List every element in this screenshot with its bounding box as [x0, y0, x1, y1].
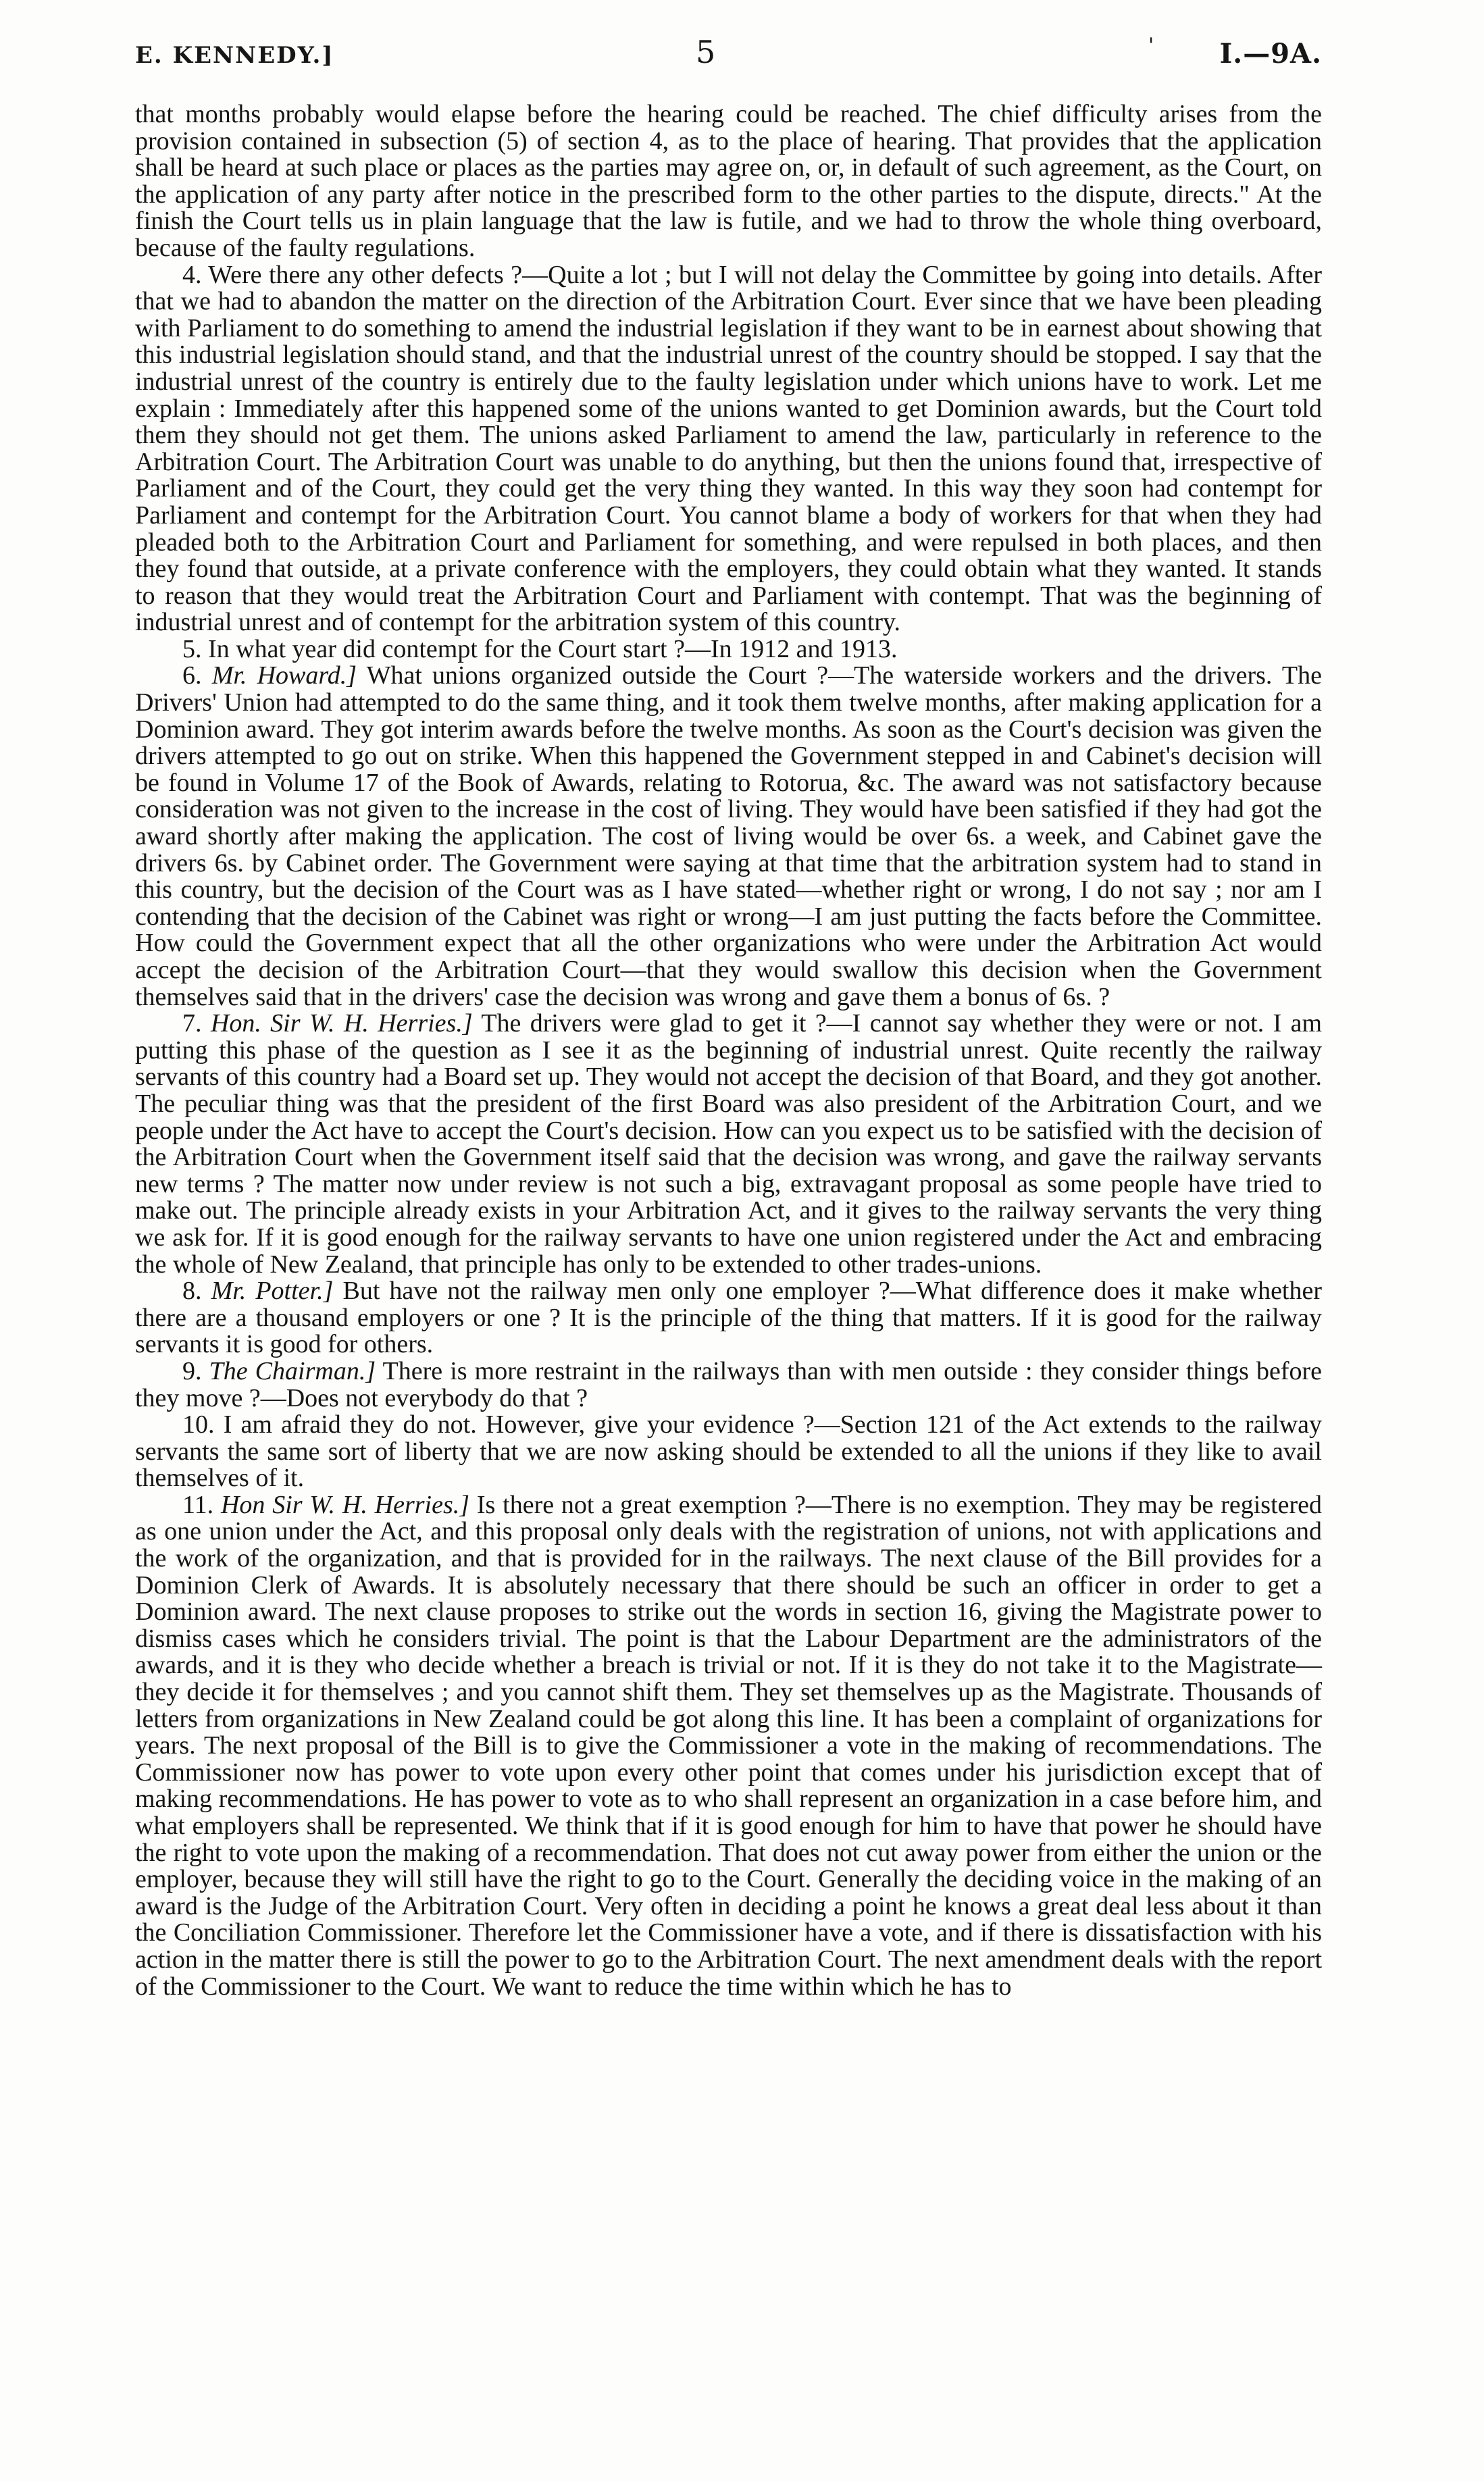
question-text: There is more restraint in the railways than with men outside : they consider things before they move ?—Does not everybody do that ? — [135, 1356, 1322, 1412]
question-text: Is there not a great exemption ?—There is no exemption. They may be registered as one union under the Act, and this proposal only deals with the registration of unions, not with applications and the work of the organization, and that is provided for in the railways. The next clause of the Bill provides for a Dominion Clerk of Awards. It is absolutely necessary that there should be such an officer in order to get a Dominion award. The next clause proposes to strike out the words in section 16, giving the Magistrate power to dismiss cases which he considers trivial. The point is that the Labour Department are the administrators of the awards, and it is they who decide whether a breach is trivial or not. If it is they do not take it to the Magistrate—they decide it for themselves ; and you cannot shift them. They set themselves up as the Magistrate. Thousands of letters from organizations in New Zealand could be got along this line. It has been a complaint of organizations for years. The next proposal of the Bill is to give the Commissioner a vote in the making of recommendations. The Commissioner now has power to vote upon every other point that comes under his jurisdiction except that of making recommendations. He has power to vote as to who shall represent an organization in a case before him, and what employers shall be represented. We think that if it is good enough for him to have that power he should have the right to vote upon the making of a recommendation. That does not cut away power from either the union or the employer, because they will still have the right to go to the Court. Generally the deciding voice in the making of an award is the Judge of the Arbitration Court. Very often in deciding a point he knows a great deal less about it than the Conciliation Commissioner. Therefore let the Commissioner have a vote, and if there is dissatisfaction with his action in the matter there is still the power to go to the Arbitration Court. The next amendment deals with the report of the Commissioner to the Court. We want to reduce the time within which he has to — [135, 1490, 1323, 2001]
question-text: Were there any other defects ?—Quite a lot ; but I will not delay the Committee by going into details. After that we had to abandon the matter on the direction of the Arbitration Court. Ever since that we have been pleading with Parliament to do something to amend the industrial legislation if they want to be in earnest about showing that this industrial legislation should stand, and that the industrial unrest of the country should be stopped. I say that the industrial unrest of the country is entirely due to the faulty legislation under which unions have to work. Let me explain : Immediately after this happened some of the unions wanted to get Dominion awards, but the Court told them they should not get them. The unions asked Parliament to amend the law, particularly in reference to the Arbitration Court. The Arbitration Court was unable to do anything, but then the unions found that, irrespective of Parliament and of the Court, they could get the very thing they wanted. In this way they soon had contempt for Parliament and contempt for the Arbitration Court. You cannot blame a body of workers for that when they had pleaded both to the Arbitration Court and Parliament for something, and were repulsed in both places, and then they found that outside, at a private conference with the employers, they could obtain what they wanted. It stands to reason that they would treat the Arbitration Court and Parliament with contempt. That was the beginning of industrial unrest and of contempt for the arbitration system of this country. — [135, 260, 1322, 637]
question-text: But have not the railway men only one employer ?—What difference does it make whether there are a thousand employers or one ? It is the principle of the thing that matters. If it is good for the railway servants it is good for others. — [135, 1277, 1323, 1359]
speaker-name: Mr. Howard.] — [211, 661, 357, 690]
question-number: 9. — [182, 1356, 202, 1385]
question-paragraph-10 — [135, 1412, 1322, 1492]
question-number: 10. — [182, 1410, 215, 1439]
document-reference: I.—9A. — [1219, 38, 1322, 70]
running-head-witness: E. KENNEDY.] — [135, 42, 334, 69]
question-paragraph-8 — [135, 1278, 1322, 1358]
question-number: 6. — [182, 661, 202, 690]
speaker-name: Hon Sir W. H. Herries.] — [220, 1490, 470, 1519]
question-number: 11. — [182, 1490, 214, 1519]
speaker-name: The Chairman.] — [209, 1356, 376, 1385]
question-number: 5. — [182, 634, 202, 663]
question-paragraph-7 — [135, 1011, 1322, 1278]
question-paragraph-6 — [135, 663, 1322, 1011]
question-number: 7. — [182, 1009, 202, 1038]
question-paragraph-4 — [135, 262, 1322, 636]
question-number: 8. — [182, 1277, 202, 1306]
question-text: In what year did contempt for the Court start ?—In 1912 and 1913. — [208, 634, 898, 663]
question-paragraph-11 — [135, 1492, 1322, 2000]
stray-mark: ' — [1148, 34, 1154, 57]
question-paragraph-9 — [135, 1358, 1322, 1412]
question-number: 4. — [182, 260, 202, 289]
paragraph-continuation: that months probably would elapse before the hearing could be reached. The chief difficulty arises from the provision contained in subsection (5) of section 4, as to the place of hearing. That provides that the application shall be heard at such place or places as the parties may agree on, or, in default of such agreement, as the Court, on the application of any party after notice in the prescribed form to the other parties to the dispute, directs." At the finish the Court tells us in plain language that the law is futile, and we had to throw the whole thing overboard, because of the faulty regulations. — [135, 100, 1322, 262]
question-paragraph-5 — [135, 636, 1322, 663]
speaker-name: Mr. Potter.] — [211, 1277, 334, 1306]
question-text: I am afraid they do not. However, give your evidence ?—Section 121 of the Act extends to the railway servants the same sort of liberty that we are now asking should be extended to all the unions if they like to avail themselves of it. — [135, 1410, 1323, 1493]
body-text — [135, 101, 1322, 2000]
speaker-name: Hon. Sir W. H. Herries.] — [210, 1009, 473, 1038]
question-text: The drivers were glad to get it ?—I cannot say whether they were or not. I am putting this phase of the question as I see it as the beginning of industrial unrest. Quite recently the railway servants of this country had a Board set up. They would not accept the decision of that Board, and they got another. The peculiar thing was that the president of the first Board was also president of the Arbitration Court, and we people under the Act have to accept the Court's decision. How can you expect us to be satisfied with the decision of the Arbitration Court when the Government itself said that the decision was wrong, and gave the railway servants new terms ? The matter now under review is not such a big, extravagant proposal as some people have tried to make out. The principle already exists in your Arbitration Act, and it gives to the railway servants the very thing we ask for. If it is good enough for the railway servants to have one union registered under the Act and embracing the whole of New Zealand, that principle has only to be extended to other trades-unions. — [135, 1009, 1323, 1279]
question-text: What unions organized outside the Court ?—The waterside workers and the drivers. The Drivers' Union had attempted to do the same thing, and it took them twelve months, after making application for a Dominion award. They got interim awards before the twelve months. As soon as the Court's decision was given the drivers attempted to go out on strike. When this happened the Government stepped in and Cabinet's decision will be found in Volume 17 of the Book of Awards, relating to Rotorua, &c. The award was not satisfactory because consideration was not given to the increase in the cost of living. They would have been satisfied if they had got the award shortly after making the application. The cost of living would be over 6s. a week, and Cabinet gave the drivers 6s. by Cabinet order. The Government were saying at that time that the arbitration system had to stand in this country, but the decision of the Court was as I have stated—whether right or wrong, I do not say ; nor am I contending that the decision of the Cabinet was right or wrong—I am just putting the facts before the Committee. How could the Government expect that all the other organizations who were under the Arbitration Act would accept the decision of the Arbitration Court—that they would swallow this decision when the Government themselves said that in the drivers' case the decision was wrong and gave them a bonus of 6s. ? — [135, 661, 1322, 1011]
page-number: 5 — [696, 34, 716, 70]
